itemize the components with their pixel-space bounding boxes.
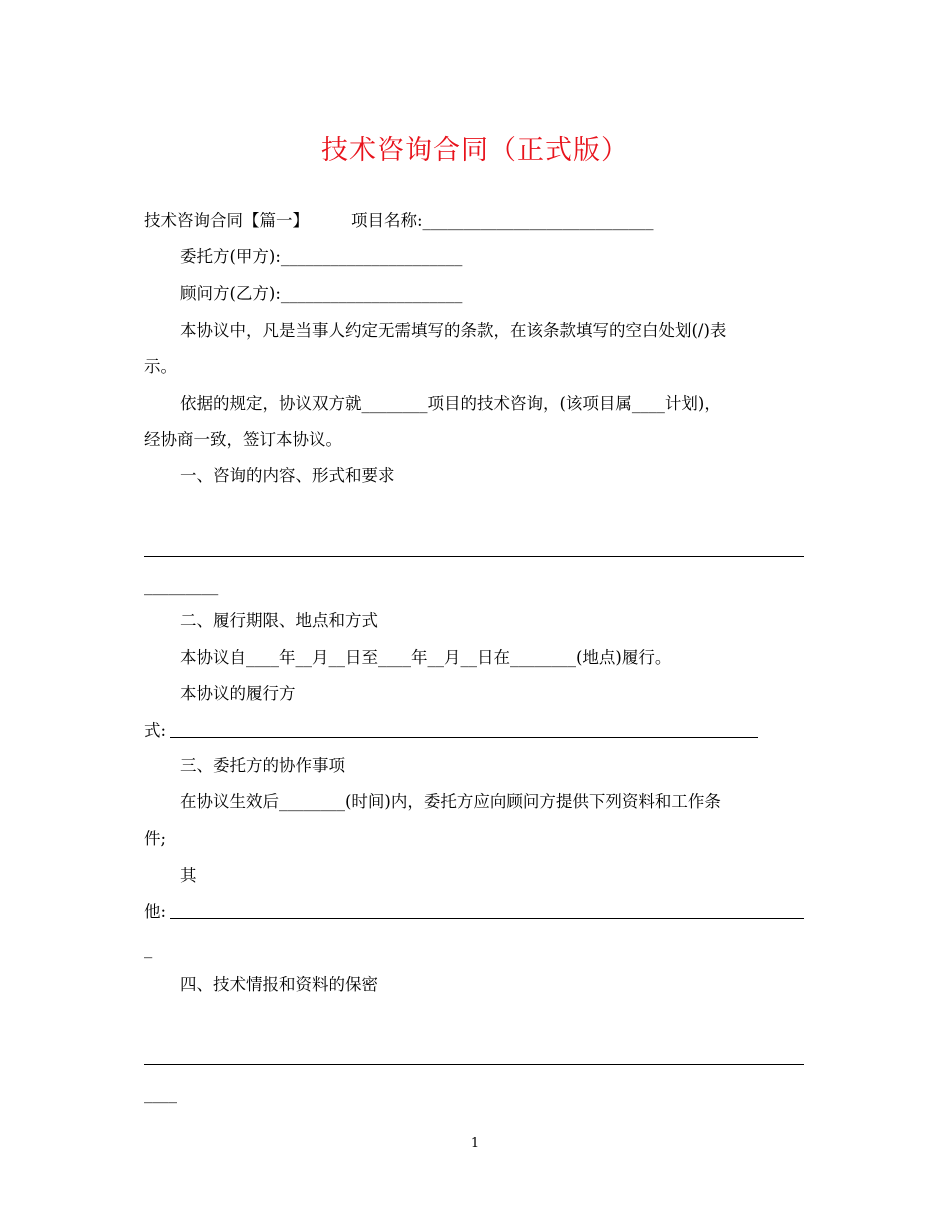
performance-method-line-2: 式: [144,721,167,740]
contract-header-line: 技术咨询合同【篇一】 项目名称:____________________________ [144,211,654,230]
section-1-heading: 一、咨询的内容、形式和要求 [180,466,395,485]
section-3-heading: 三、委托方的协作事项 [180,756,345,775]
cooperation-line-1: 在协议生效后________(时间)内，委托方应向顾问方提供下列资料和工作条 [180,792,721,811]
cooperation-line-2: 件; [144,829,167,848]
document-title: 技术咨询合同（正式版） [321,135,629,166]
section-4-fill-tail: ____ [144,1084,177,1103]
performance-method-fill-rule [170,737,758,738]
other-line-2: 他: [144,902,167,921]
section-2-heading: 二、履行期限、地点和方式 [180,611,378,630]
page-number: 1 [470,1136,480,1151]
client-party-line: 委托方(甲方):______________________ [180,247,463,266]
section-4-heading: 四、技术情报和资料的保密 [180,975,378,994]
other-fill-tail: _ [144,939,153,958]
section-1-fill-rule [144,556,804,557]
section-4-fill-rule [144,1064,804,1065]
note-paragraph-line-2: 示。 [144,357,177,376]
section-1-fill-tail: _________ [144,576,219,595]
basis-paragraph-line-2: 经协商一致，签订本协议。 [144,430,342,449]
note-paragraph-line-1: 本协议中，凡是当事人约定无需填写的条款，在该条款填写的空白处划(/)表 [180,321,727,340]
consultant-party-line: 顾问方(乙方):______________________ [180,284,463,303]
performance-period-line: 本协议自____年__月__日至____年__月__日在________(地点)履行。 [180,648,672,667]
performance-method-line-1: 本协议的履行方 [180,684,296,703]
other-fill-rule [170,918,804,919]
other-line-1: 其 [180,866,197,885]
basis-paragraph-line-1: 依据的规定，协议双方就________项目的技术咨询，(该项目属____计划)， [180,394,721,413]
